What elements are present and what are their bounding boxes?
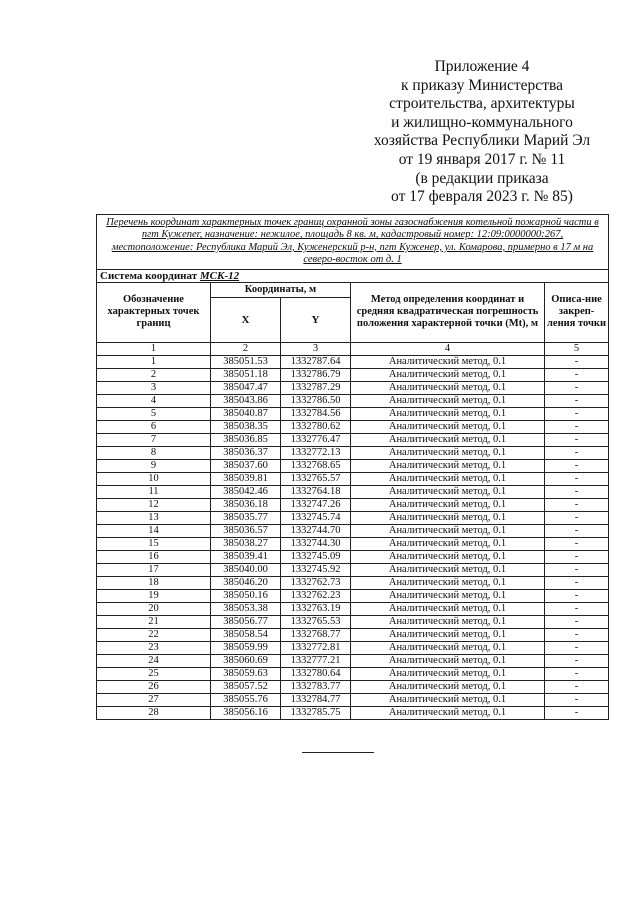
- point-number-cell: 17: [97, 563, 211, 576]
- y-coordinate-cell: 1332764.18: [281, 485, 351, 498]
- point-number-cell: 15: [97, 537, 211, 550]
- table-row: [97, 706, 609, 719]
- description-cell: -: [545, 589, 609, 602]
- y-coordinate-cell: 1332765.53: [281, 615, 351, 628]
- description-cell: -: [545, 420, 609, 433]
- point-number-cell: 12: [97, 498, 211, 511]
- footer-divider: [302, 752, 374, 753]
- description-cell: -: [545, 641, 609, 654]
- x-coordinate-cell: 385040.00: [211, 563, 281, 576]
- x-coordinate-cell: 385038.35: [211, 420, 281, 433]
- y-coordinate-cell: 1332783.77: [281, 680, 351, 693]
- method-cell: Аналитический метод, 0.1: [351, 654, 545, 667]
- coordinate-system-label: Система координат: [100, 269, 198, 282]
- method-cell: Аналитический метод, 0.1: [351, 628, 545, 641]
- y-coordinate-cell: 1332786.79: [281, 368, 351, 381]
- x-coordinate-cell: 385040.87: [211, 407, 281, 420]
- point-number-cell: 2: [97, 368, 211, 381]
- y-coordinate-cell: 1332745.74: [281, 511, 351, 524]
- coordinate-system: [97, 269, 609, 282]
- point-number-cell: 4: [97, 394, 211, 407]
- description-cell: -: [545, 680, 609, 693]
- table-row: [97, 563, 609, 576]
- header-y: Y: [281, 297, 351, 342]
- method-cell: Аналитический метод, 0.1: [351, 641, 545, 654]
- method-cell: Аналитический метод, 0.1: [351, 563, 545, 576]
- coordinate-system-name: МСК-12: [199, 269, 240, 282]
- appendix-line: и жилищно-коммунального: [391, 113, 573, 131]
- method-cell: Аналитический метод, 0.1: [351, 472, 545, 485]
- appendix-line: Приложение 4: [434, 58, 530, 75]
- description-cell: -: [545, 472, 609, 485]
- header-coords: Координаты, м: [211, 282, 351, 297]
- header-description: Описа-ние закреп-ления точки: [545, 282, 609, 342]
- point-number-cell: 3: [97, 381, 211, 394]
- description-cell: -: [545, 550, 609, 563]
- point-number-cell: 5: [97, 407, 211, 420]
- appendix-line: от 19 января 2017 г. № 11: [398, 150, 566, 168]
- appendix-line: хозяйства Республики Марий Эл: [373, 132, 591, 150]
- point-number-cell: 20: [97, 602, 211, 615]
- appendix-line: строительства, архитектуры: [389, 95, 575, 113]
- table-row: [97, 589, 609, 602]
- table-row: [97, 576, 609, 589]
- method-cell: Аналитический метод, 0.1: [351, 420, 545, 433]
- y-coordinate-cell: 1332780.64: [281, 667, 351, 680]
- table-row: [97, 524, 609, 537]
- column-number: 1: [97, 342, 211, 355]
- table-row: [97, 355, 609, 368]
- y-coordinate-cell: 1332786.50: [281, 394, 351, 407]
- y-coordinate-cell: 1332784.77: [281, 693, 351, 706]
- table-caption: Перечень координат характерных точек границ охранной зоны газоснабжения котельной пожарной части в пгт Кужener, назначение: нежилое, площадь 8 кв. м, кадастровый номер: 12:09:0000000:267, местоположение: Республика Марий Эл, Куженерский р-н, пгт Куженер, ул. Комарова, примерно в 17 м на северо-восток от д. 1: [97, 215, 609, 270]
- point-number-cell: 21: [97, 615, 211, 628]
- x-coordinate-cell: 385050.16: [211, 589, 281, 602]
- method-cell: Аналитический метод, 0.1: [351, 602, 545, 615]
- column-number: 3: [281, 342, 351, 355]
- point-number-cell: 7: [97, 433, 211, 446]
- appendix-line: (в редакции приказа: [415, 169, 549, 187]
- method-cell: Аналитический метод, 0.1: [351, 498, 545, 511]
- x-coordinate-cell: 385053.38: [211, 602, 281, 615]
- method-cell: Аналитический метод, 0.1: [351, 368, 545, 381]
- table-row: [97, 628, 609, 641]
- header-method: Метод определения координат и средняя квадратическая погрешность положения характерной точки (Mt), м: [351, 282, 545, 342]
- y-coordinate-cell: 1332762.73: [281, 576, 351, 589]
- point-number-cell: 16: [97, 550, 211, 563]
- coordinates-table: [96, 214, 609, 720]
- description-cell: -: [545, 524, 609, 537]
- description-cell: -: [545, 693, 609, 706]
- method-cell: Аналитический метод, 0.1: [351, 615, 545, 628]
- x-coordinate-cell: 385036.85: [211, 433, 281, 446]
- table-row: [97, 537, 609, 550]
- x-coordinate-cell: 385036.18: [211, 498, 281, 511]
- description-cell: -: [545, 498, 609, 511]
- point-number-cell: 23: [97, 641, 211, 654]
- x-coordinate-cell: 385047.47: [211, 381, 281, 394]
- description-cell: -: [545, 446, 609, 459]
- description-cell: -: [545, 485, 609, 498]
- x-coordinate-cell: 385036.57: [211, 524, 281, 537]
- point-number-cell: 27: [97, 693, 211, 706]
- point-number-cell: 22: [97, 628, 211, 641]
- method-cell: Аналитический метод, 0.1: [351, 524, 545, 537]
- y-coordinate-cell: 1332787.64: [281, 355, 351, 368]
- appendix-line: к приказу Министерства: [401, 76, 563, 94]
- point-number-cell: 6: [97, 420, 211, 433]
- x-coordinate-cell: 385051.18: [211, 368, 281, 381]
- column-number: 4: [351, 342, 545, 355]
- x-coordinate-cell: 385059.99: [211, 641, 281, 654]
- point-number-cell: 9: [97, 459, 211, 472]
- x-coordinate-cell: 385060.69: [211, 654, 281, 667]
- column-number: 2: [211, 342, 281, 355]
- y-coordinate-cell: 1332780.62: [281, 420, 351, 433]
- table-row: [97, 420, 609, 433]
- table-row: [97, 615, 609, 628]
- table-row: [97, 550, 609, 563]
- table-row: [97, 433, 609, 446]
- point-number-cell: 19: [97, 589, 211, 602]
- y-coordinate-cell: 1332744.70: [281, 524, 351, 537]
- y-coordinate-cell: 1332762.23: [281, 589, 351, 602]
- y-coordinate-cell: 1332768.65: [281, 459, 351, 472]
- table-row: [97, 641, 609, 654]
- table-row: [97, 472, 609, 485]
- method-cell: Аналитический метод, 0.1: [351, 394, 545, 407]
- point-number-cell: 25: [97, 667, 211, 680]
- x-coordinate-cell: 385046.20: [211, 576, 281, 589]
- description-cell: -: [545, 615, 609, 628]
- x-coordinate-cell: 385059.63: [211, 667, 281, 680]
- method-cell: Аналитический метод, 0.1: [351, 433, 545, 446]
- column-number: 5: [545, 342, 609, 355]
- method-cell: Аналитический метод, 0.1: [351, 693, 545, 706]
- table-row: [97, 654, 609, 667]
- method-cell: Аналитический метод, 0.1: [351, 355, 545, 368]
- table-row: [97, 602, 609, 615]
- description-cell: -: [545, 368, 609, 381]
- x-coordinate-cell: 385036.37: [211, 446, 281, 459]
- method-cell: Аналитический метод, 0.1: [351, 537, 545, 550]
- y-coordinate-cell: 1332765.57: [281, 472, 351, 485]
- x-coordinate-cell: 385051.53: [211, 355, 281, 368]
- appendix-header: [360, 58, 604, 207]
- description-cell: -: [545, 433, 609, 446]
- x-coordinate-cell: 385039.81: [211, 472, 281, 485]
- method-cell: Аналитический метод, 0.1: [351, 706, 545, 719]
- x-coordinate-cell: 385038.27: [211, 537, 281, 550]
- table-row: [97, 498, 609, 511]
- method-cell: Аналитический метод, 0.1: [351, 550, 545, 563]
- y-coordinate-cell: 1332776.47: [281, 433, 351, 446]
- description-cell: -: [545, 511, 609, 524]
- point-number-cell: 11: [97, 485, 211, 498]
- x-coordinate-cell: 385043.86: [211, 394, 281, 407]
- point-number-cell: 13: [97, 511, 211, 524]
- point-number-cell: 18: [97, 576, 211, 589]
- method-cell: Аналитический метод, 0.1: [351, 667, 545, 680]
- x-coordinate-cell: 385035.77: [211, 511, 281, 524]
- method-cell: Аналитический метод, 0.1: [351, 407, 545, 420]
- description-cell: -: [545, 355, 609, 368]
- method-cell: Аналитический метод, 0.1: [351, 576, 545, 589]
- method-cell: Аналитический метод, 0.1: [351, 485, 545, 498]
- description-cell: -: [545, 654, 609, 667]
- table-row: [97, 511, 609, 524]
- table-row: [97, 446, 609, 459]
- table-row: [97, 459, 609, 472]
- y-coordinate-cell: 1332777.21: [281, 654, 351, 667]
- description-cell: -: [545, 602, 609, 615]
- x-coordinate-cell: 385056.77: [211, 615, 281, 628]
- x-coordinate-cell: 385055.76: [211, 693, 281, 706]
- header-point: Обозначение характерных точек границ: [97, 282, 211, 342]
- point-number-cell: 14: [97, 524, 211, 537]
- y-coordinate-cell: 1332763.19: [281, 602, 351, 615]
- point-number-cell: 28: [97, 706, 211, 719]
- y-coordinate-cell: 1332784.56: [281, 407, 351, 420]
- table-row: [97, 381, 609, 394]
- description-cell: -: [545, 706, 609, 719]
- header-x: X: [211, 297, 281, 342]
- x-coordinate-cell: 385042.46: [211, 485, 281, 498]
- x-coordinate-cell: 385057.52: [211, 680, 281, 693]
- x-coordinate-cell: 385058.54: [211, 628, 281, 641]
- y-coordinate-cell: 1332745.92: [281, 563, 351, 576]
- appendix-line: от 17 февраля 2023 г. № 85): [391, 188, 573, 206]
- x-coordinate-cell: 385037.60: [211, 459, 281, 472]
- y-coordinate-cell: 1332787.29: [281, 381, 351, 394]
- table-row: [97, 667, 609, 680]
- point-number-cell: 8: [97, 446, 211, 459]
- y-coordinate-cell: 1332745.09: [281, 550, 351, 563]
- x-coordinate-cell: 385056.16: [211, 706, 281, 719]
- table-row: [97, 485, 609, 498]
- point-number-cell: 24: [97, 654, 211, 667]
- method-cell: Аналитический метод, 0.1: [351, 446, 545, 459]
- x-coordinate-cell: 385039.41: [211, 550, 281, 563]
- description-cell: -: [545, 628, 609, 641]
- description-cell: -: [545, 394, 609, 407]
- description-cell: -: [545, 576, 609, 589]
- table-row: [97, 407, 609, 420]
- table-row: [97, 680, 609, 693]
- description-cell: -: [545, 459, 609, 472]
- column-numbers-row: [97, 342, 609, 355]
- description-cell: -: [545, 667, 609, 680]
- table-row: [97, 693, 609, 706]
- y-coordinate-cell: 1332744.30: [281, 537, 351, 550]
- table-row: [97, 394, 609, 407]
- y-coordinate-cell: 1332768.77: [281, 628, 351, 641]
- table-row: [97, 368, 609, 381]
- description-cell: -: [545, 381, 609, 394]
- point-number-cell: 1: [97, 355, 211, 368]
- method-cell: Аналитический метод, 0.1: [351, 511, 545, 524]
- y-coordinate-cell: 1332772.81: [281, 641, 351, 654]
- method-cell: Аналитический метод, 0.1: [351, 381, 545, 394]
- method-cell: Аналитический метод, 0.1: [351, 589, 545, 602]
- method-cell: Аналитический метод, 0.1: [351, 680, 545, 693]
- y-coordinate-cell: 1332772.13: [281, 446, 351, 459]
- y-coordinate-cell: 1332747.26: [281, 498, 351, 511]
- description-cell: -: [545, 563, 609, 576]
- y-coordinate-cell: 1332785.75: [281, 706, 351, 719]
- method-cell: Аналитический метод, 0.1: [351, 459, 545, 472]
- description-cell: -: [545, 407, 609, 420]
- point-number-cell: 10: [97, 472, 211, 485]
- description-cell: -: [545, 537, 609, 550]
- point-number-cell: 26: [97, 680, 211, 693]
